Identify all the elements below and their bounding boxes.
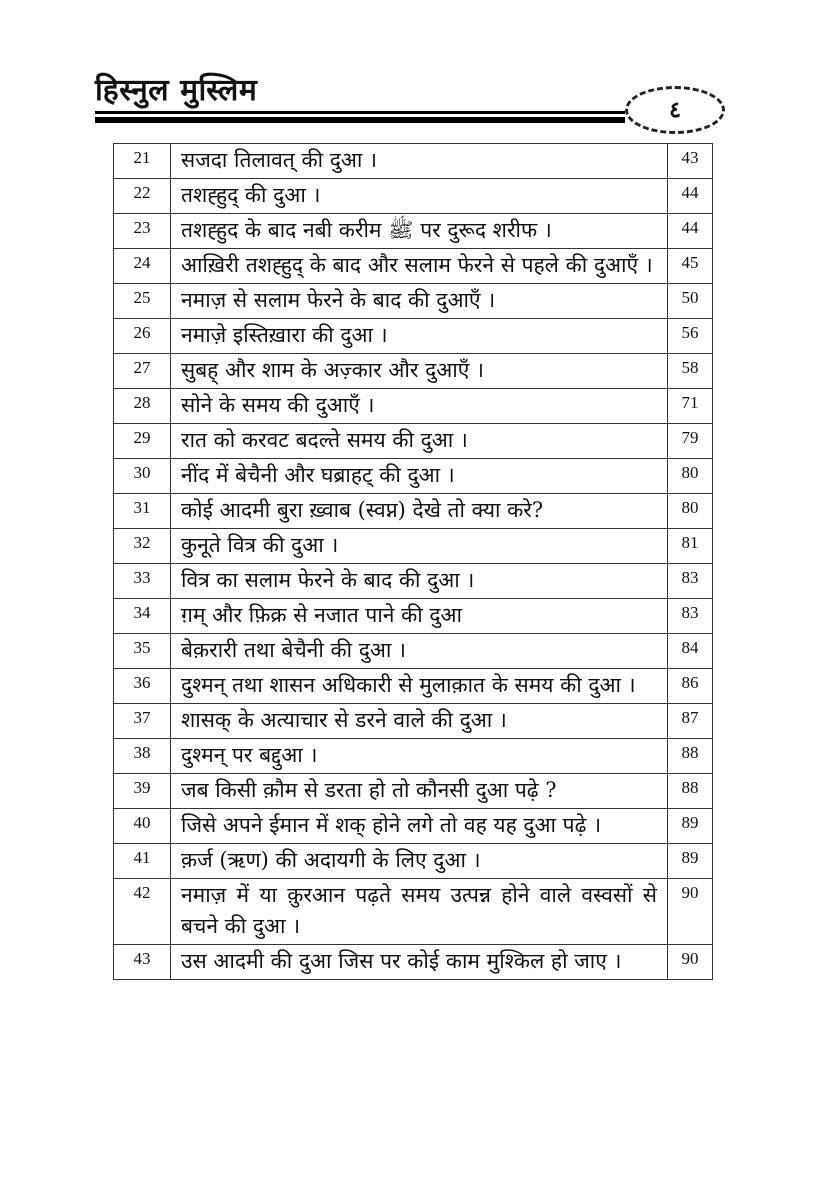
toc-entry-number: 36 (114, 669, 171, 704)
toc-entry-title: वित्र का सलाम फेरने के बाद की दुआ । (171, 564, 668, 599)
toc-entry-title: नींद में बेचैनी और घब्राहट् की दुआ । (171, 459, 668, 494)
toc-entry-page: 84 (668, 634, 713, 669)
toc-entry-page: 50 (668, 284, 713, 319)
toc-entry-title: दुश्मन् तथा शासन अधिकारी से मुलाक़ात के समय की दुआ । (171, 669, 668, 704)
toc-entry-number: 38 (114, 739, 171, 774)
toc-entry-title: सजदा तिलावत् की दुआ । (171, 144, 668, 179)
toc-entry-title: तशह्हुद के बाद नबी करीम ﷺ पर दुरूद शरीफ । (171, 214, 668, 249)
toc-row (114, 494, 713, 529)
book-title: हिस्नुल मुस्लिम (95, 73, 258, 108)
toc-entry-page: 90 (668, 879, 713, 945)
table-of-contents (113, 143, 713, 980)
toc-row (114, 879, 713, 945)
toc-entry-number: 40 (114, 809, 171, 844)
toc-entry-number: 31 (114, 494, 171, 529)
toc-entry-page: 89 (668, 809, 713, 844)
toc-entry-page: 81 (668, 529, 713, 564)
toc-row (114, 529, 713, 564)
toc-row (114, 249, 713, 284)
toc-entry-number: 39 (114, 774, 171, 809)
toc-entry-page: 88 (668, 774, 713, 809)
toc-row (114, 424, 713, 459)
toc-entry-page: 71 (668, 389, 713, 424)
toc-entry-title: कोई आदमी बुरा ख़्वाब (स्वप्न) देखे तो क्या करे? (171, 494, 668, 529)
toc-row (114, 774, 713, 809)
header-rule-thick (95, 117, 625, 123)
toc-row (114, 284, 713, 319)
toc-row (114, 354, 713, 389)
toc-entry-page: 86 (668, 669, 713, 704)
toc-entry-number: 34 (114, 599, 171, 634)
toc-entry-number: 27 (114, 354, 171, 389)
toc-entry-page: 88 (668, 739, 713, 774)
toc-entry-title: नमाज़े इस्तिख़ारा की दुआ । (171, 319, 668, 354)
toc-row (114, 389, 713, 424)
toc-entry-title: नमाज़ से सलाम फेरने के बाद की दुआएँ । (171, 284, 668, 319)
toc-row (114, 669, 713, 704)
toc-entry-title: दुश्मन् पर बद्दुआ । (171, 739, 668, 774)
toc-entry-title: तशह्हुद् की दुआ । (171, 179, 668, 214)
toc-entry-number: 43 (114, 945, 171, 980)
toc-entry-page: 83 (668, 564, 713, 599)
toc-entry-title: सुबह् और शाम के अज़्कार और दुआएँ । (171, 354, 668, 389)
toc-entry-number: 21 (114, 144, 171, 179)
toc-entry-page: 58 (668, 354, 713, 389)
toc-entry-page: 43 (668, 144, 713, 179)
toc-entry-page: 83 (668, 599, 713, 634)
toc-row (114, 179, 713, 214)
toc-row (114, 214, 713, 249)
toc-entry-title: आख़िरी तशह्हुद् के बाद और सलाम फेरने से पहले की दुआएँ । (171, 249, 668, 284)
toc-entry-title: क़र्ज (ऋण) की अदायगी के लिए दुआ । (171, 844, 668, 879)
toc-entry-title: शासक् के अत्याचार से डरने वाले की दुआ । (171, 704, 668, 739)
page-number: ٤ (669, 97, 681, 123)
toc-row (114, 599, 713, 634)
page-number-badge (625, 86, 725, 134)
toc-entry-title: सोने के समय की दुआएँ । (171, 389, 668, 424)
toc-entry-number: 28 (114, 389, 171, 424)
toc-entry-title: रात को करवट बदल्ते समय की दुआ । (171, 424, 668, 459)
toc-row (114, 319, 713, 354)
toc-row (114, 459, 713, 494)
toc-row (114, 564, 713, 599)
toc-entry-number: 23 (114, 214, 171, 249)
toc-entry-title: जिसे अपने ईमान में शक् होने लगे तो वह यह दुआ पढ़े । (171, 809, 668, 844)
toc-entry-number: 41 (114, 844, 171, 879)
toc-row (114, 945, 713, 980)
toc-entry-number: 33 (114, 564, 171, 599)
toc-row (114, 704, 713, 739)
toc-entry-number: 22 (114, 179, 171, 214)
toc-entry-title: बेक़रारी तथा बेचैनी की दुआ । (171, 634, 668, 669)
toc-entry-number: 26 (114, 319, 171, 354)
toc-entry-page: 44 (668, 214, 713, 249)
toc-entry-number: 42 (114, 879, 171, 945)
toc-row (114, 144, 713, 179)
toc-entry-number: 24 (114, 249, 171, 284)
toc-entry-page: 80 (668, 459, 713, 494)
toc-entry-title: नमाज़ में या क़ुरआन पढ़ते समय उत्पन्न होने वाले वस्वसों से बचने की दुआ । (171, 879, 668, 945)
toc-entry-title: कुनूते वित्र की दुआ । (171, 529, 668, 564)
toc-entry-page: 79 (668, 424, 713, 459)
toc-row (114, 809, 713, 844)
toc-row (114, 844, 713, 879)
toc-entry-number: 25 (114, 284, 171, 319)
toc-entry-page: 89 (668, 844, 713, 879)
toc-entry-page: 80 (668, 494, 713, 529)
toc-entry-page: 90 (668, 945, 713, 980)
toc-entry-number: 35 (114, 634, 171, 669)
toc-entry-page: 87 (668, 704, 713, 739)
toc-entry-title: जब किसी क़ौम से डरता हो तो कौनसी दुआ पढ़े ? (171, 774, 668, 809)
header-rule-thin (95, 111, 625, 114)
toc-entry-title: उस आदमी की दुआ जिस पर कोई काम मुश्किल हो जाए । (171, 945, 668, 980)
toc-row (114, 634, 713, 669)
toc-entry-number: 30 (114, 459, 171, 494)
toc-entry-number: 32 (114, 529, 171, 564)
toc-entry-page: 45 (668, 249, 713, 284)
toc-entry-title: ग़म् और फ़िक्र से नजात पाने की दुआ (171, 599, 668, 634)
toc-entry-number: 37 (114, 704, 171, 739)
toc-entry-page: 44 (668, 179, 713, 214)
toc-entry-number: 29 (114, 424, 171, 459)
toc-entry-page: 56 (668, 319, 713, 354)
toc-row (114, 739, 713, 774)
